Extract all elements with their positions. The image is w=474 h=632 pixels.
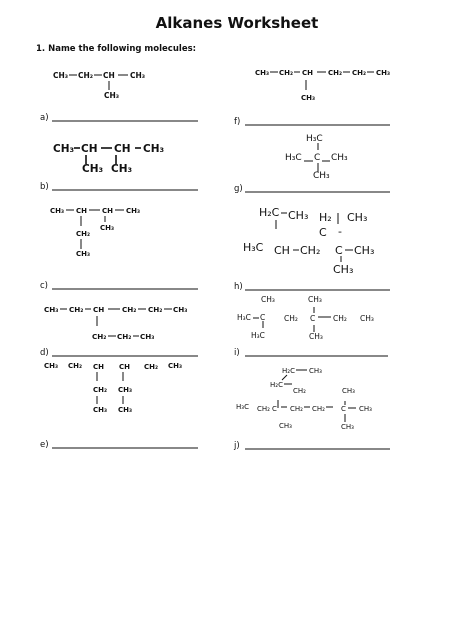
molecule-a [53,71,145,100]
formula-group: CH₂ [93,386,108,394]
formula-group: H₃C [251,331,265,340]
formula-group: CH₃ [140,332,155,341]
formula-group: H₃C [306,134,323,144]
answer-b [40,182,198,192]
formula-group: H₂C [259,206,280,219]
formula-group: CH₂ [333,314,347,323]
formula-group: CH₃ [53,143,75,155]
question-prompt: 1. Name the following molecules: [36,44,197,54]
formula-group: - [338,225,342,238]
formula-group: CH₂ [69,305,84,314]
formula-group: CH₃ [118,406,133,414]
formula-group: H₂ [319,211,332,224]
formula-group: CH₂ [284,314,298,323]
formula-group: CH₂ [148,305,163,314]
molecule-h [243,206,374,276]
answer-d [40,348,198,358]
formula-group: CH₃ [347,211,368,224]
answer-label-h: h) [234,282,243,292]
formula-group: CH₃ [309,367,322,375]
formula-group: CH₂ [78,71,94,80]
formula-group: CH₃ [168,362,183,370]
formula-group: CH₃ [111,163,133,175]
formula-group: CH₂ [76,230,91,238]
formula-group: C [341,405,346,413]
formula-group: CH [76,207,87,215]
formula-group: CH₃ [93,406,108,414]
answer-f [234,117,390,127]
formula-group: CH₃ [333,263,354,276]
formula-group: H₃C [243,241,264,254]
molecule-b [53,143,164,175]
formula-group: CH₂ [290,405,303,413]
formula-group: CH₂ [68,362,83,370]
molecule-f [255,69,390,102]
formula-group: CH₃ [341,423,354,431]
formula-group: CH₃ [100,224,115,232]
formula-group: CH₃ [342,387,355,395]
formula-group: CH₂ [122,305,137,314]
bond-line [282,375,287,380]
formula-group: C [319,226,327,239]
formula-group: CH₂ [312,405,325,413]
formula-group: CH₂ [117,332,132,341]
formula-group: CH₃ [173,305,188,314]
formula-group: CH [93,363,104,371]
formula-group: CH₃ [360,314,374,323]
answer-label-a: a) [40,113,49,123]
molecule-i [237,295,374,341]
formula-group: H₃C [237,313,251,322]
formula-group: CH₃ [130,71,146,80]
worksheet-title: Alkanes Worksheet [155,14,319,32]
formula-group: CH₃ [44,362,59,370]
formula-group: CH₃ [288,209,309,222]
formula-group: C [335,244,343,257]
formula-group: CH₂ [352,69,367,77]
formula-group: CH [102,207,113,215]
formula-group: C [260,313,266,322]
formula-group: CH₃ [359,405,372,413]
formula-group: CH [93,305,105,314]
answer-label-i: i) [234,348,240,358]
molecule-j [236,367,372,431]
formula-group: CH₃ [313,171,330,181]
formula-group: CH₃ [331,153,348,163]
formula-group: CH₂ [293,387,306,395]
formula-group: CH₃ [50,207,65,215]
answer-label-f: f) [234,117,241,127]
formula-group: CH [119,363,130,371]
formula-group: CH₃ [82,163,104,175]
molecule-g [285,134,348,181]
formula-group: CH [114,143,131,155]
formula-group: C [314,153,321,163]
answer-label-e: e) [40,440,49,450]
answer-g [234,184,390,194]
answer-i [234,348,388,358]
formula-group: CH [103,71,115,80]
formula-group: CH₂ [144,363,159,371]
formula-group: CH₃ [53,71,69,80]
formula-group: CH [302,69,313,77]
answer-label-j: j) [234,441,240,451]
formula-group: CH₃ [309,332,323,341]
formula-group: C [272,405,277,413]
formula-group: C [310,314,316,323]
answer-label-b: b) [40,182,49,192]
formula-group: H₂C [270,381,283,389]
molecule-e [44,362,182,414]
formula-group: CH₃ [301,94,316,102]
formula-group: CH₂ [300,244,321,257]
formula-group: CH₂ [328,69,343,77]
formula-group: CH [274,244,290,257]
molecule-c [50,207,140,258]
formula-group: CH₃ [255,69,270,77]
answer-h [234,282,390,292]
answer-e [40,440,198,450]
formula-group: CH₃ [118,386,133,394]
formula-group: CH₃ [308,295,322,304]
formula-group: CH₃ [104,91,120,100]
answer-label-g: g) [234,184,243,194]
formula-group: CH₃ [126,207,141,215]
formula-group: CH₂ [279,69,294,77]
formula-group: CH₃ [279,422,292,430]
formula-group: CH₂ [92,332,107,341]
answer-j [233,441,390,451]
formula-group: CH [81,143,98,155]
formula-group: CH₂ [257,405,270,413]
formula-group: H₃C [285,153,302,163]
molecule-d [44,305,187,341]
formula-group: CH₃ [354,244,375,257]
answer-a [40,113,198,123]
formula-group: H₃C [236,403,249,411]
answer-label-d: d) [40,348,49,358]
formula-group: CH₃ [76,250,91,258]
answer-label-c: c) [40,281,48,291]
formula-group: CH₃ [261,295,275,304]
formula-group: H₂C [282,367,295,375]
formula-group: CH₃ [44,305,59,314]
answer-c [40,281,198,291]
formula-group: CH₃ [376,69,391,77]
formula-group: CH₃ [143,143,165,155]
